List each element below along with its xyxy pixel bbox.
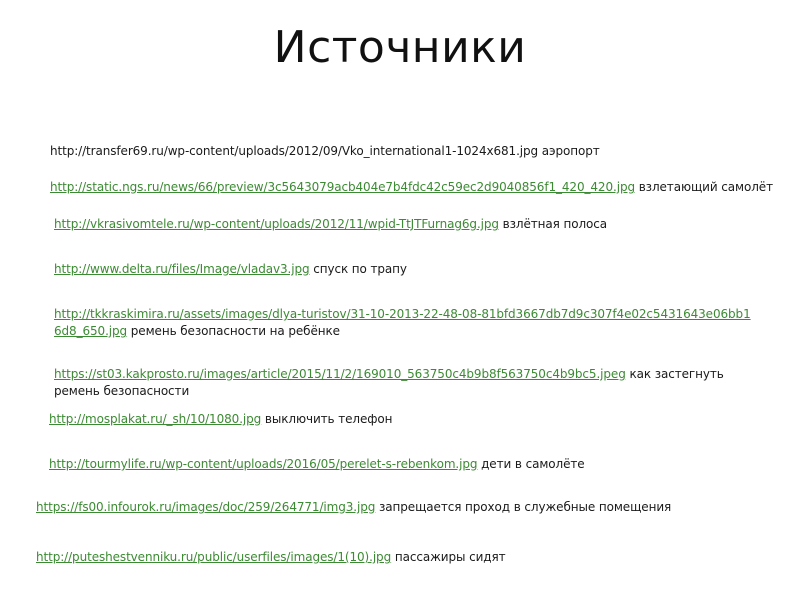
source-item-passengers <box>36 549 506 566</box>
source-link[interactable]: http://www.delta.ru/files/Image/vladav3.jpg <box>54 262 310 276</box>
source-description: ремень безопасности на ребёнке <box>127 324 340 338</box>
source-item-runway <box>54 216 607 233</box>
source-item-takeoff-plane <box>50 179 773 196</box>
source-description: выключить телефон <box>261 412 393 426</box>
source-link[interactable]: http://puteshestvenniku.ru/public/userfiles/images/1(10).jpg <box>36 550 392 564</box>
source-description: как застегнуть ремень безопасности <box>54 367 724 398</box>
source-item-kids-on-plane <box>49 456 585 473</box>
source-item-phone-off <box>49 411 392 428</box>
source-url: http://transfer69.ru/wp-content/uploads/2012/09/Vko_international1-1024x681.jpg <box>50 144 539 158</box>
source-item-gangway <box>54 261 407 278</box>
source-description: пассажиры сидят <box>391 550 506 564</box>
source-item-fasten-seatbelt <box>54 366 724 400</box>
source-description: спуск по трапу <box>309 262 407 276</box>
source-link[interactable]: https://st03.kakprosto.ru/images/article/2015/11/2/169010_563750c4b9b8f563750c4b9bc5.jpeg <box>54 367 626 381</box>
source-item-child-seatbelt <box>54 306 754 340</box>
source-item-no-entry <box>36 499 671 516</box>
source-link[interactable]: http://tourmylife.ru/wp-content/uploads/2016/05/perelet-s-rebenkom.jpg <box>49 457 478 471</box>
source-description: дети в самолёте <box>477 457 585 471</box>
source-link[interactable]: https://fs00.infourok.ru/images/doc/259/264771/img3.jpg <box>36 500 376 514</box>
source-link[interactable]: http://vkrasivomtele.ru/wp-content/uploads/2012/11/wpid-TtJTFurnag6g.jpg <box>54 217 499 231</box>
source-description: взлётная полоса <box>498 217 608 231</box>
source-item-airport <box>50 143 600 160</box>
source-link[interactable]: http://static.ngs.ru/news/66/preview/3c5643079acb404e7b4fdc42c59ec2d9040856f1_420_420.jpg <box>50 180 635 194</box>
source-description: аэропорт <box>538 144 600 158</box>
source-link[interactable]: http://mosplakat.ru/_sh/10/1080.jpg <box>49 412 262 426</box>
source-description: запрещается проход в служебные помещения <box>375 500 672 514</box>
page-title: Источники <box>273 22 527 73</box>
source-description: взлетающий самолёт <box>634 180 773 194</box>
source-link[interactable]: http://tkkraskimira.ru/assets/images/dlya-turistov/31-10-2013-22-48-08-81bfd3667db7d9c307f4e02c5431643e06bb16d8_650.jpg <box>54 307 751 338</box>
